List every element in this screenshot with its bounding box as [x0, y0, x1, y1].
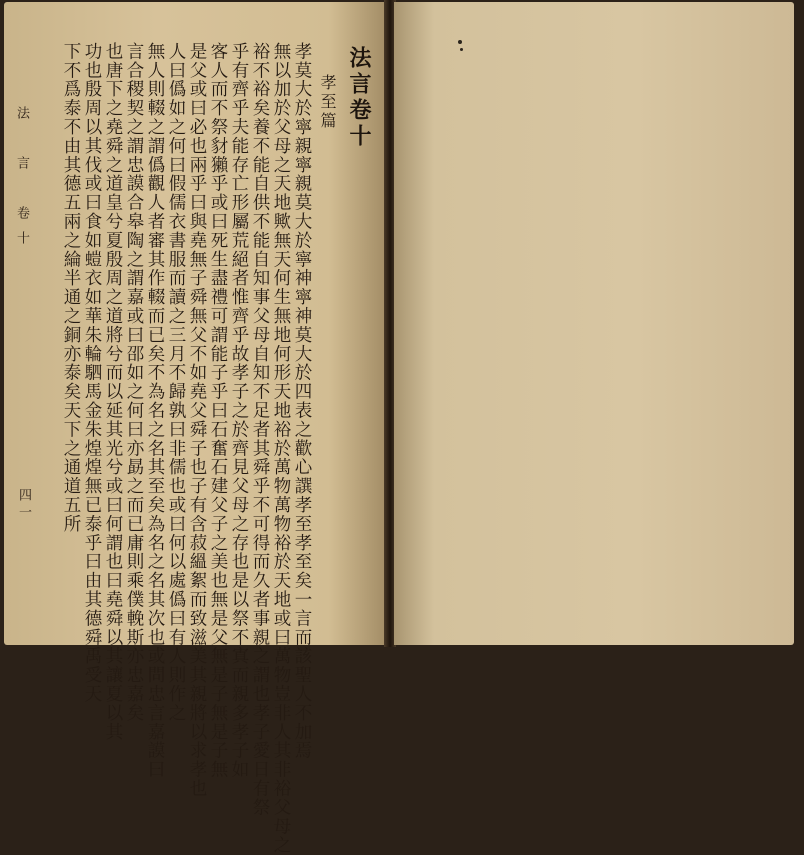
- text-column: 人曰僞如之何曰假儒衣書服而讀之三月不歸孰曰非儒也或曰何以處僞曰有人則作之: [166, 42, 186, 723]
- text-column: 是父或曰必也兩乎曰與堯無子舜無父不如堯父舜子也子有含菽縕絮而致滋美其親將以求孝也: [187, 42, 207, 798]
- text-column: 功也殷周以其伐或曰食如螘衣如華朱輪駟馬金朱煌煌無已泰乎曰由其德舜禹受天: [82, 42, 102, 704]
- margin-title: 法 言 卷十: [14, 106, 29, 256]
- text-column: 裕不裕矣養不能自供不能自知事父母自知不足者其舜乎不可得而久者事親之謂也孝子愛日有祭: [250, 42, 270, 817]
- chapter-subtitle: 孝至篇: [318, 74, 337, 131]
- ink-spot: [460, 48, 463, 51]
- chapter-title: 法言卷十: [346, 46, 372, 150]
- left-page: [4, 2, 386, 855]
- text-column: 乎有齊乎夫能存亡形屬荒絕者惟齊乎故孝子之於齊見父母之存也是以祭不寘而親多孝子如: [229, 42, 249, 780]
- text-column: 也唐下之堯舜之道皇兮夏殷周之道將兮而以延其光兮或曰何謂也曰堯舜以其讓夏以其: [103, 42, 123, 742]
- text-column: 無人則輟之謂僞觀人者審其作輟而已矣不為名之名其至矣為名之名其次也或問忠言嘉謨曰: [145, 42, 165, 780]
- page-number: 四一: [16, 488, 31, 522]
- text-column: 下不爲泰不由其德五兩之綸半通之銅亦泰矣天下之通道五所: [61, 42, 81, 534]
- right-page-blank: [394, 2, 794, 645]
- text-column: 客人而不祭豺獺乎或曰死生盡禮可謂能子乎曰石奮石建父子之美也無是父無是子無是子無: [208, 42, 228, 780]
- ink-spot: [458, 40, 462, 44]
- text-column: 無以加於父母之天地歟無天何生無地何形天地裕於萬物萬物裕於天地或曰萬物豈非人其非裕父母之: [271, 42, 291, 855]
- text-column: 言合稷契之謂忠謨合皋陶之謂嘉或曰邵如之何曰亦勗之而已庸則乘僕輓斯亦忠嘉矣: [124, 42, 144, 723]
- text-column: 孝莫大於寧親寧親莫大於寧神寧神莫大於四表之歡心譔孝至孝至矣一言而該聖人不加焉: [292, 42, 312, 761]
